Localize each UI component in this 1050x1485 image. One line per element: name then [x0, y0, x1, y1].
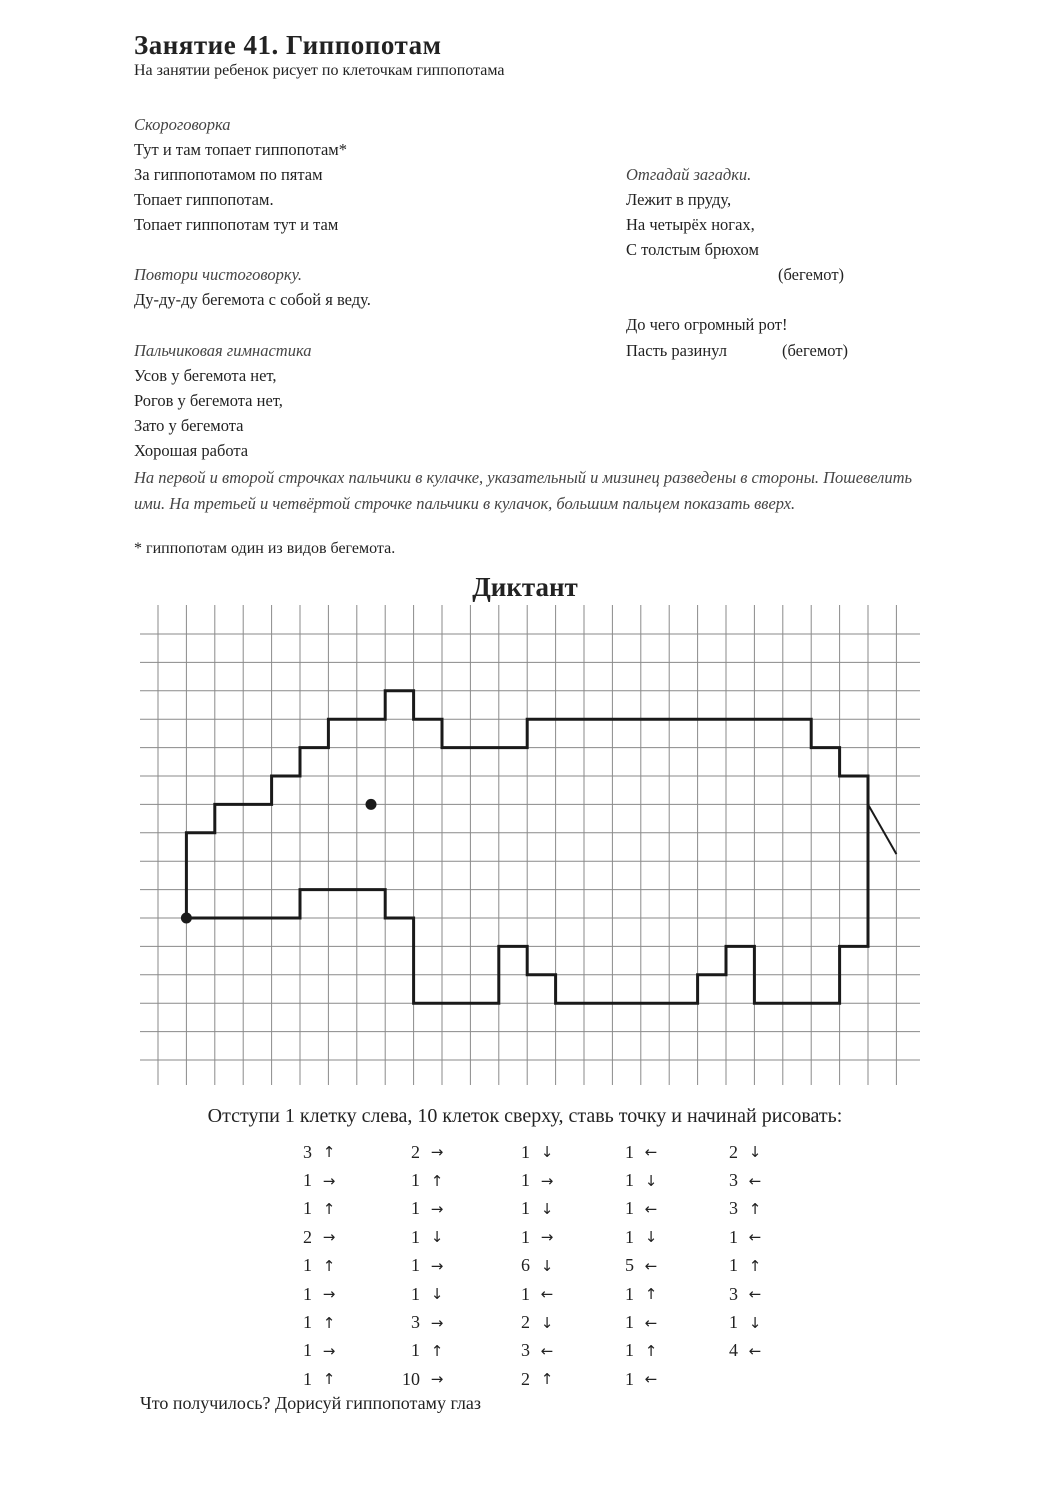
arrow-down-icon: ↓: [644, 1171, 658, 1190]
step-count: 1: [625, 1283, 634, 1304]
dictation-step: [612, 1195, 660, 1223]
dictation-step: [612, 1337, 660, 1365]
start-dot: [181, 913, 192, 924]
step-count: 2: [729, 1141, 738, 1162]
dictation-step: [508, 1252, 556, 1280]
repeat-line: Ду-ду-ду бегемота с собой я веду.: [134, 290, 371, 309]
arrow-right-icon: →: [540, 1228, 554, 1247]
step-count: 1: [729, 1226, 738, 1247]
step-count: 1: [521, 1226, 530, 1247]
step-count: 3: [729, 1283, 738, 1304]
step-count: 1: [411, 1340, 420, 1361]
riddle-line: С толстым брюхом: [626, 240, 759, 259]
arrow-up-icon: ↑: [322, 1143, 336, 1162]
dictation-column: [398, 1138, 446, 1394]
step-count: 1: [411, 1283, 420, 1304]
dictation-column: [508, 1138, 556, 1394]
dictation-step: [290, 1365, 338, 1393]
dictation-step: [398, 1138, 446, 1166]
page-title: Занятие 41. Гиппопотам: [134, 30, 442, 60]
riddle-line: Лежит в пруду,: [626, 190, 732, 209]
arrow-up-icon: ↑: [644, 1285, 658, 1304]
dictation-step: [290, 1337, 338, 1365]
step-count: 1: [411, 1170, 420, 1191]
step-count: 1: [521, 1283, 530, 1304]
arrow-right-icon: →: [430, 1143, 444, 1162]
arrow-right-icon: →: [430, 1199, 444, 1218]
dictation-step: [716, 1252, 764, 1280]
dictation-step: [508, 1337, 556, 1365]
dictation-step: [290, 1252, 338, 1280]
step-count: 1: [625, 1170, 634, 1191]
arrow-left-icon: ←: [644, 1313, 658, 1332]
step-count: 1: [729, 1255, 738, 1276]
step-count: 10: [402, 1368, 420, 1389]
step-count: 1: [303, 1198, 312, 1219]
arrow-down-icon: ↓: [430, 1228, 444, 1247]
dictation-step: [508, 1195, 556, 1223]
riddle-line: До чего огромный рот!: [626, 315, 788, 334]
step-count: 4: [729, 1340, 738, 1361]
arrow-left-icon: ←: [540, 1341, 554, 1360]
arrow-down-icon: ↓: [748, 1143, 762, 1162]
arrow-left-icon: ←: [748, 1228, 762, 1247]
dictation-step: [290, 1166, 338, 1194]
step-count: 2: [521, 1368, 530, 1389]
step-count: 1: [303, 1340, 312, 1361]
dictation-step: [398, 1223, 446, 1251]
riddle-answer: (бегемот): [782, 341, 849, 360]
hippo-eye: [366, 799, 377, 810]
dictation-step: [716, 1280, 764, 1308]
finger-instruction-note: На первой и второй строчках пальчики в кулачке, указательный и мизинец разведены в стороны. Пошевелить ими. На третьей и четвёртой строчке пальчики в кулачок, большим пальцем показать вверх.: [134, 468, 913, 513]
dictation-step: [398, 1280, 446, 1308]
step-count: 1: [521, 1141, 530, 1162]
step-count: 1: [729, 1312, 738, 1333]
step-count: 2: [303, 1226, 312, 1247]
step-count: 1: [303, 1255, 312, 1276]
step-count: 1: [625, 1368, 634, 1389]
arrow-right-icon: →: [430, 1313, 444, 1332]
arrow-left-icon: ←: [748, 1285, 762, 1304]
arrow-right-icon: →: [430, 1370, 444, 1389]
dictation-step: [716, 1308, 764, 1336]
step-count: 1: [411, 1226, 420, 1247]
dictation-step: [612, 1223, 660, 1251]
arrow-right-icon: →: [540, 1171, 554, 1190]
dictation-step: [612, 1138, 660, 1166]
dictation-step: [716, 1195, 764, 1223]
dictation-step: [508, 1166, 556, 1194]
arrow-down-icon: ↓: [540, 1199, 554, 1218]
step-count: 1: [625, 1226, 634, 1247]
dictation-step: [508, 1280, 556, 1308]
bottom-question: Что получилось? Дорисуй гиппопотаму глаз: [140, 1393, 481, 1413]
dictation-step: [508, 1308, 556, 1336]
dictation-step: [290, 1308, 338, 1336]
dictation-step: [290, 1223, 338, 1251]
step-count: 1: [625, 1141, 634, 1162]
finger-line: Рогов у бегемота нет,: [134, 391, 283, 410]
arrow-up-icon: ↑: [430, 1171, 444, 1190]
dictation-step: [716, 1138, 764, 1166]
arrow-up-icon: ↑: [322, 1256, 336, 1275]
arrow-up-icon: ↑: [644, 1341, 658, 1360]
step-count: 2: [521, 1312, 530, 1333]
arrow-right-icon: →: [322, 1341, 336, 1360]
step-count: 1: [625, 1198, 634, 1219]
dictation-column: [716, 1138, 764, 1365]
dictation-step: [612, 1166, 660, 1194]
dictation-step: [398, 1166, 446, 1194]
step-count: 1: [521, 1170, 530, 1191]
step-count: 3: [303, 1141, 312, 1162]
step-count: 3: [521, 1340, 530, 1361]
arrow-up-icon: ↑: [540, 1370, 554, 1389]
arrow-up-icon: ↑: [748, 1199, 762, 1218]
arrow-up-icon: ↑: [430, 1341, 444, 1360]
arrow-left-icon: ←: [644, 1143, 658, 1162]
arrow-right-icon: →: [322, 1285, 336, 1304]
dictation-step: [290, 1280, 338, 1308]
dictation-step: [508, 1223, 556, 1251]
arrow-up-icon: ↑: [322, 1313, 336, 1332]
arrow-down-icon: ↓: [644, 1228, 658, 1247]
tongue-twister-line: Топает гиппопотам.: [134, 190, 274, 209]
arrow-up-icon: ↑: [748, 1256, 762, 1275]
drawing-grid: [140, 605, 920, 1085]
arrow-up-icon: ↑: [322, 1370, 336, 1389]
riddle-heading: Отгадай загадки.: [626, 165, 752, 184]
dictation-step: [612, 1280, 660, 1308]
dictation-instruction: Отступи 1 клетку слева, 10 клеток сверху, ставь точку и начинай рисовать:: [207, 1105, 843, 1127]
arrow-left-icon: ←: [748, 1341, 762, 1360]
tongue-twister-line: Топает гиппопотам тут и там: [134, 215, 339, 234]
dictation-step: [398, 1365, 446, 1393]
step-count: 3: [411, 1312, 420, 1333]
footnote: * гиппопотам один из видов бегемота.: [134, 540, 396, 557]
tongue-twister-heading: Скороговорка: [134, 115, 231, 134]
arrow-left-icon: ←: [644, 1199, 658, 1218]
step-count: 1: [303, 1170, 312, 1191]
arrow-up-icon: ↑: [322, 1199, 336, 1218]
step-count: 1: [303, 1283, 312, 1304]
step-count: 1: [625, 1312, 634, 1333]
tongue-twister-line: Тут и там топает гиппопотам*: [134, 140, 347, 159]
dictation-step: [716, 1223, 764, 1251]
dictation-step: [716, 1337, 764, 1365]
dictation-step: [508, 1138, 556, 1166]
dictation-step: [398, 1252, 446, 1280]
step-count: 3: [729, 1198, 738, 1219]
arrow-left-icon: ←: [748, 1171, 762, 1190]
arrow-right-icon: →: [322, 1228, 336, 1247]
arrow-left-icon: ←: [644, 1256, 658, 1275]
tongue-twister-line: За гиппопотамом по пятам: [134, 165, 323, 184]
step-count: 3: [729, 1170, 738, 1191]
arrow-down-icon: ↓: [540, 1143, 554, 1162]
step-count: 6: [521, 1255, 530, 1276]
step-count: 1: [521, 1198, 530, 1219]
arrow-down-icon: ↓: [540, 1313, 554, 1332]
repeat-heading: Повтори чистоговорку.: [134, 265, 302, 284]
dictation-step: [398, 1337, 446, 1365]
step-count: 1: [303, 1312, 312, 1333]
dictation-step: [612, 1308, 660, 1336]
finger-line: Хорошая работа: [134, 441, 249, 460]
step-count: 1: [303, 1368, 312, 1389]
step-count: 5: [625, 1255, 634, 1276]
finger-heading: Пальчиковая гимнастика: [134, 341, 312, 360]
step-count: 2: [411, 1141, 420, 1162]
page-subtitle: На занятии ребенок рисует по клеточкам гиппопотама: [134, 62, 505, 79]
arrow-left-icon: ←: [540, 1285, 554, 1304]
dictation-step: [290, 1138, 338, 1166]
dictation-step: [716, 1166, 764, 1194]
riddle-answer: (бегемот): [778, 265, 845, 284]
dictation-step: [612, 1252, 660, 1280]
arrow-down-icon: ↓: [540, 1256, 554, 1275]
hippo-tail: [868, 804, 896, 854]
dictation-step: [290, 1195, 338, 1223]
arrow-left-icon: ←: [644, 1370, 658, 1389]
arrow-down-icon: ↓: [430, 1285, 444, 1304]
dictation-column: [612, 1138, 660, 1394]
step-count: 1: [411, 1198, 420, 1219]
dictation-step: [612, 1365, 660, 1393]
dictation-column: [290, 1138, 338, 1394]
dictation-step: [398, 1195, 446, 1223]
arrow-right-icon: →: [430, 1256, 444, 1275]
finger-line: Зато у бегемота: [134, 416, 244, 435]
arrow-right-icon: →: [322, 1171, 336, 1190]
riddle-line: На четырёх ногах,: [626, 215, 755, 234]
step-count: 1: [625, 1340, 634, 1361]
dictation-step: [398, 1308, 446, 1336]
riddle-line: Пасть разинул: [626, 341, 727, 360]
arrow-down-icon: ↓: [748, 1313, 762, 1332]
dictation-step: [508, 1365, 556, 1393]
step-count: 1: [411, 1255, 420, 1276]
finger-line: Усов у бегемота нет,: [134, 366, 277, 385]
dictation-title: Диктант: [472, 572, 578, 602]
